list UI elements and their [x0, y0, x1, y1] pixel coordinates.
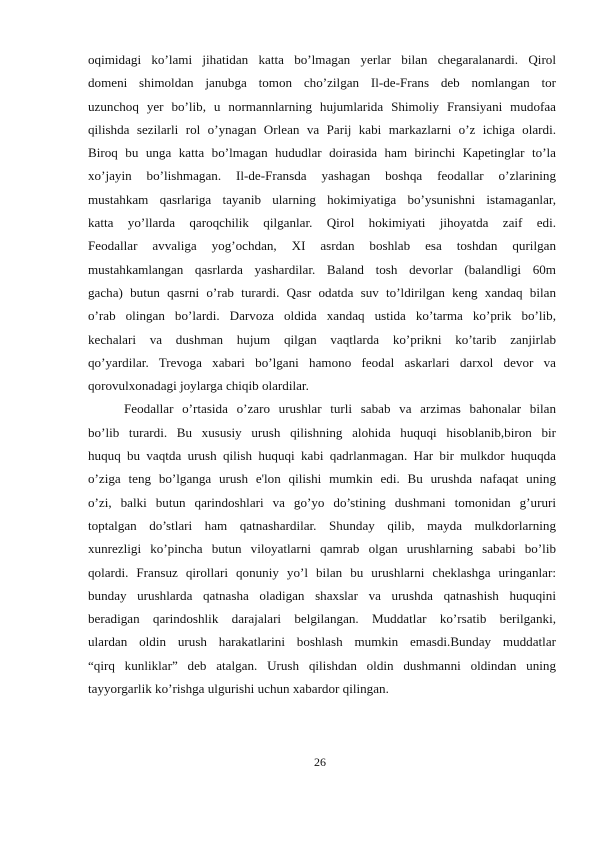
text-line: qilishda sezilarli rol o’ynagan Orlean va Parij kabi markazlarni o’z ichiga olardi.	[88, 121, 556, 137]
text-line: ulardan oldin urush harakatlarini boshlash mumkin emasdi.Bunday muddatlar	[88, 634, 556, 650]
page-number: 26	[314, 755, 326, 769]
text-line: xunrezligi ko’pincha butun viloyatlarni qamrab olgan urushlarning sababi bo’lib	[88, 541, 556, 557]
text-line: bo’lib turardi. Bu xususiy urush qilishning alohida huquqi hisoblanib,biron bir	[88, 424, 556, 440]
text-line: toptalgan do’stlari ham qatnashardilar. Shunday qilib, mayda mulkdorlarning	[88, 517, 556, 533]
text-line: Feodallar avvaliga yog’ochdan, XI asrdan boshlab esa toshdan qurilgan	[88, 238, 556, 254]
text-line: huquq bu vaqtda urush qilish huquqi kabi qadrlanmagan. Har bir mulkdor huquqda	[88, 448, 556, 464]
text-line: uzunchoq yer bo’lib, u normannlarning hujumlarida Shimoliy Fransiyani mudofaa	[88, 98, 556, 114]
text-line: oqimidagi ko’lami jihatidan katta bo’lmagan yerlar bilan chegaralanardi. Qirol	[88, 52, 556, 67]
text-line: o’zi, balki butun qarindoshlari va go’yo do’stining dushmani tomonidan g’ururi	[88, 494, 556, 510]
text-line: qolardi. Fransuz qirollari qonuniy yo’l bilan bu urushlarni cheklashga uringanlar:	[88, 564, 556, 580]
text-line: katta yo’llarda qaroqchilik qilganlar. Qirol hokimiyati jihoyatda zaif edi.	[88, 215, 556, 231]
text-line: Feodallar o’rtasida o’zaro urushlar turli sabab va arzimas bahonalar bilan	[124, 401, 556, 417]
text-line: bunday urushlarda qatnasha oladigan shaxslar va urushda qatnashish huquqini	[88, 587, 556, 603]
text-line: qo’yardilar. Trevoga xabari bo’lgani hamono feodal askarlari darxol devor va	[88, 354, 556, 370]
text-line: kechalari va dushman hujum qilgan vaqtlarda ko’prikni ko’tarib zanjirlab	[88, 331, 556, 347]
text-line: tayyorgarlik ko’rishga ulgurishi uchun xabardor qilingan.	[88, 681, 389, 697]
text-line: domeni shimoldan janubga tomon cho’zilgan Il-de-Frans deb nomlangan tor	[88, 75, 556, 91]
text-line: gacha) butun qasrni o’rab turardi. Qasr odatda suv to’ldirilgan keng xandaq bilan	[88, 284, 556, 300]
body-text	[88, 48, 556, 700]
text-line: xo’jayin bo’lishmagan. Il-de-Fransda yashagan boshqa feodallar o’zlarining	[88, 168, 556, 184]
text-line: “qirq kunliklar” deb atalgan. Urush qilishdan oldin dushmanni oldindan uning	[88, 657, 556, 673]
text-line: Biroq bu unga katta bo’lmagan hududlar doirasida ham birinchi Kapetinglar to’la	[88, 145, 556, 161]
text-line: mustahkam qasrlariga tayanib ularning hokimiyatiga bo’ysunishni istamaganlar,	[88, 191, 556, 207]
text-line: o’rab olingan bo’lardi. Darvoza oldida xandaq ustida ko’tarma ko’prik bo’lib,	[88, 308, 556, 324]
text-line: mustahkamlangan qasrlarda yashardilar. Baland tosh devorlar (balandligi 60m	[88, 261, 556, 277]
text-line: o’ziga teng bo’lganga urush e'lon qilishi mumkin edi. Bu urushda nafaqat uning	[88, 471, 556, 487]
text-line: beradigan qarindoshlik darajalari belgilangan. Muddatlar ko’rsatib berilganki,	[88, 611, 556, 627]
text-line: qorovulxonadagi joylarga chiqib olardilar.	[88, 378, 309, 394]
